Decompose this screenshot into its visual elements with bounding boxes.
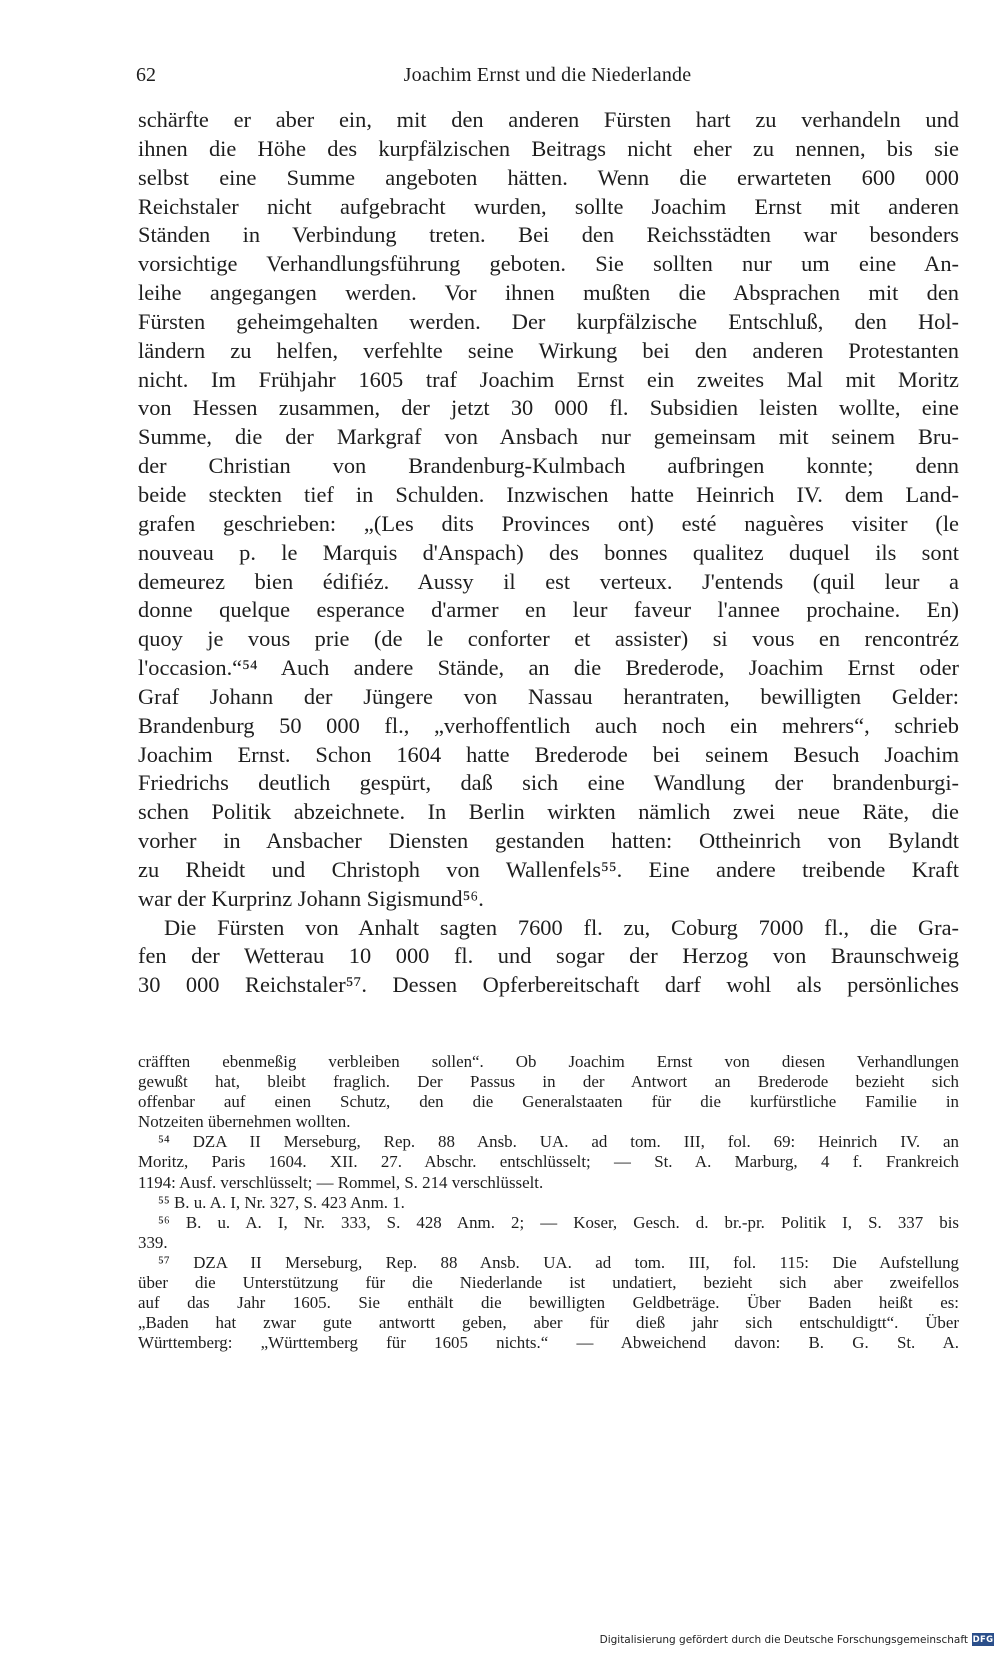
body-line: Joachim Ernst. Schon 1604 hatte Brederode bei seinem Besuch Joachim [138, 741, 959, 767]
body-text [138, 106, 959, 1000]
body-line: fen der Wetterau 10 000 fl. und sogar der Herzog von Braunschweig [138, 943, 959, 969]
running-title: Joachim Ernst und die Niederlande [403, 64, 692, 86]
footnote-line: 339. [138, 1232, 168, 1252]
body-line: nouveau p. le Marquis d'Anspach) des bonnes qualitez duquel ils sont [138, 539, 959, 565]
footnote-line: offenbar auf einen Schutz, den die Generalstaaten für die kurfürstliche Familie in [138, 1092, 959, 1112]
body-line: ihnen die Höhe des kurpfälzischen Beitrags nicht eher zu nennen, bis sie [138, 135, 959, 161]
footnote-line: cräfften ebenmeßig verbleiben sollen“. Ob Joachim Ernst von diesen Verhandlungen [138, 1052, 959, 1071]
body-line: 30 000 Reichstaler⁵⁷. Dessen Opferbereitschaft darf wohl als persönliches [138, 972, 959, 998]
body-line: Summe, die der Markgraf von Ansbach nur gemeinsam mit seinem Bru- [138, 424, 959, 450]
digitization-credit [600, 1632, 994, 1647]
body-line: vorsichtige Verhandlungsführung geboten. Sie sollten nur um eine An- [138, 251, 959, 277]
body-line: beide steckten tief in Schulden. Inzwischen hatte Heinrich IV. dem Land- [138, 481, 959, 507]
body-line: donne quelque esperance d'armer en leur faveur l'annee prochaine. En) [138, 597, 959, 623]
body-line: leihe angegangen werden. Vor ihnen mußten die Absprachen mit den [138, 280, 959, 306]
body-line: war der Kurprinz Johann Sigismund⁵⁶. [138, 885, 484, 911]
body-line: Brandenburg 50 000 fl., „verhoffentlich auch noch ein mehrers“, schrieb [138, 712, 959, 738]
body-line: Die Fürsten von Anhalt sagten 7600 fl. zu, Coburg 7000 fl., die Gra- [164, 914, 959, 940]
body-line: demeurez bien édifiéz. Aussy il est verteux. J'entends (quil leur a [138, 568, 959, 594]
body-line: l'occasion.“⁵⁴ Auch andere Stände, an die Brederode, Joachim Ernst oder [138, 655, 959, 681]
footnote-line: Moritz, Paris 1604. XII. 27. Abschr. entschlüsselt; — St. A. Marburg, 4 f. Frankreich [138, 1152, 959, 1172]
body-line: der Christian von Brandenburg-Kulmbach aufbringen konnte; denn [138, 453, 959, 479]
body-line: Reichstaler nicht aufgebracht wurden, sollte Joachim Ernst mit anderen [138, 193, 959, 219]
body-line: nicht. Im Frühjahr 1605 traf Joachim Ernst ein zweites Mal mit Moritz [138, 366, 959, 392]
page-header [136, 64, 959, 94]
footnote-line: Württemberg: „Württemberg für 1605 nichts.“ — Abweichend davon: B. G. St. A. [138, 1333, 959, 1353]
page-number: 62 [136, 64, 156, 86]
footnote-line: Notzeiten übernehmen wollten. [138, 1112, 351, 1132]
footnote-line: 1194: Ausf. verschlüsselt; — Rommel, S. 214 verschlüsselt. [138, 1172, 544, 1192]
footnote-line: auf das Jahr 1605. Sie enthält die bewilligten Geldbeträge. Über Baden heißt es: [138, 1293, 959, 1313]
footnote-56: ⁵⁶ B. u. A. I, Nr. 333, S. 428 Anm. 2; — Koser, Gesch. d. br.-pr. Politik I, S. 337 bis [158, 1212, 959, 1232]
body-line: quoy je vous prie (de le conforter et assister) si vous en rencontréz [138, 626, 959, 652]
body-line: Ständen in Verbindung treten. Bei den Reichsstädten war besonders [138, 222, 959, 248]
body-line: Friedrichs deutlich gespürt, daß sich eine Wandlung der brandenburgi- [138, 770, 959, 796]
body-line: zu Rheidt und Christoph von Wallenfels⁵⁵. Eine andere treibende Kraft [138, 856, 959, 882]
body-line: Graf Johann der Jüngere von Nassau herantraten, bewilligten Gelder: [138, 683, 959, 709]
footnote-line: „Baden hat zwar gute antwortt geben, aber für dieß jahr sich entschuldigtt“. Über [138, 1313, 959, 1333]
body-line: grafen geschrieben: „(Les dits Provinces ont) esté naguères visiter (le [138, 510, 959, 536]
dfg-logo-icon: DFG [972, 1634, 994, 1645]
body-line: Fürsten geheimgehalten werden. Der kurpfälzische Entschluß, den Hol- [138, 308, 959, 334]
footnote-line: gewußt hat, bleibt fraglich. Der Passus in der Antwort an Brederode bezieht sich [138, 1072, 959, 1092]
body-line: selbst eine Summe angeboten hätten. Wenn die erwarteten 600 000 [138, 164, 959, 190]
footnote-54: ⁵⁴ DZA II Merseburg, Rep. 88 Ansb. UA. ad tom. III, fol. 69: Heinrich IV. an [158, 1132, 959, 1152]
body-line: schen Politik abzeichnete. In Berlin wirkten nämlich zwei neue Räte, die [138, 799, 959, 825]
footnote-line: über die Unterstützung für die Niederlande ist undatiert, bezieht sich aber zweifellos [138, 1273, 959, 1293]
footnote-57: ⁵⁷ DZA II Merseburg, Rep. 88 Ansb. UA. ad tom. III, fol. 115: Die Aufstellung [158, 1252, 959, 1272]
credit-text: Digitalisierung gefördert durch die Deutsche Forschungsgemeinschaft [599, 1633, 968, 1646]
body-line: vorher in Ansbacher Diensten gestanden hatten: Ottheinrich von Bylandt [138, 828, 959, 854]
footnotes [138, 1052, 959, 1353]
footnote-55: ⁵⁵ B. u. A. I, Nr. 327, S. 423 Anm. 1. [158, 1192, 405, 1212]
body-line: von Hessen zusammen, der jetzt 30 000 fl. Subsidien leisten wollte, eine [138, 395, 959, 421]
body-line: schärfte er aber ein, mit den anderen Fürsten hart zu verhandeln und [138, 107, 959, 132]
body-line: ländern zu helfen, verfehlte seine Wirkung bei den anderen Protestanten [138, 337, 959, 363]
